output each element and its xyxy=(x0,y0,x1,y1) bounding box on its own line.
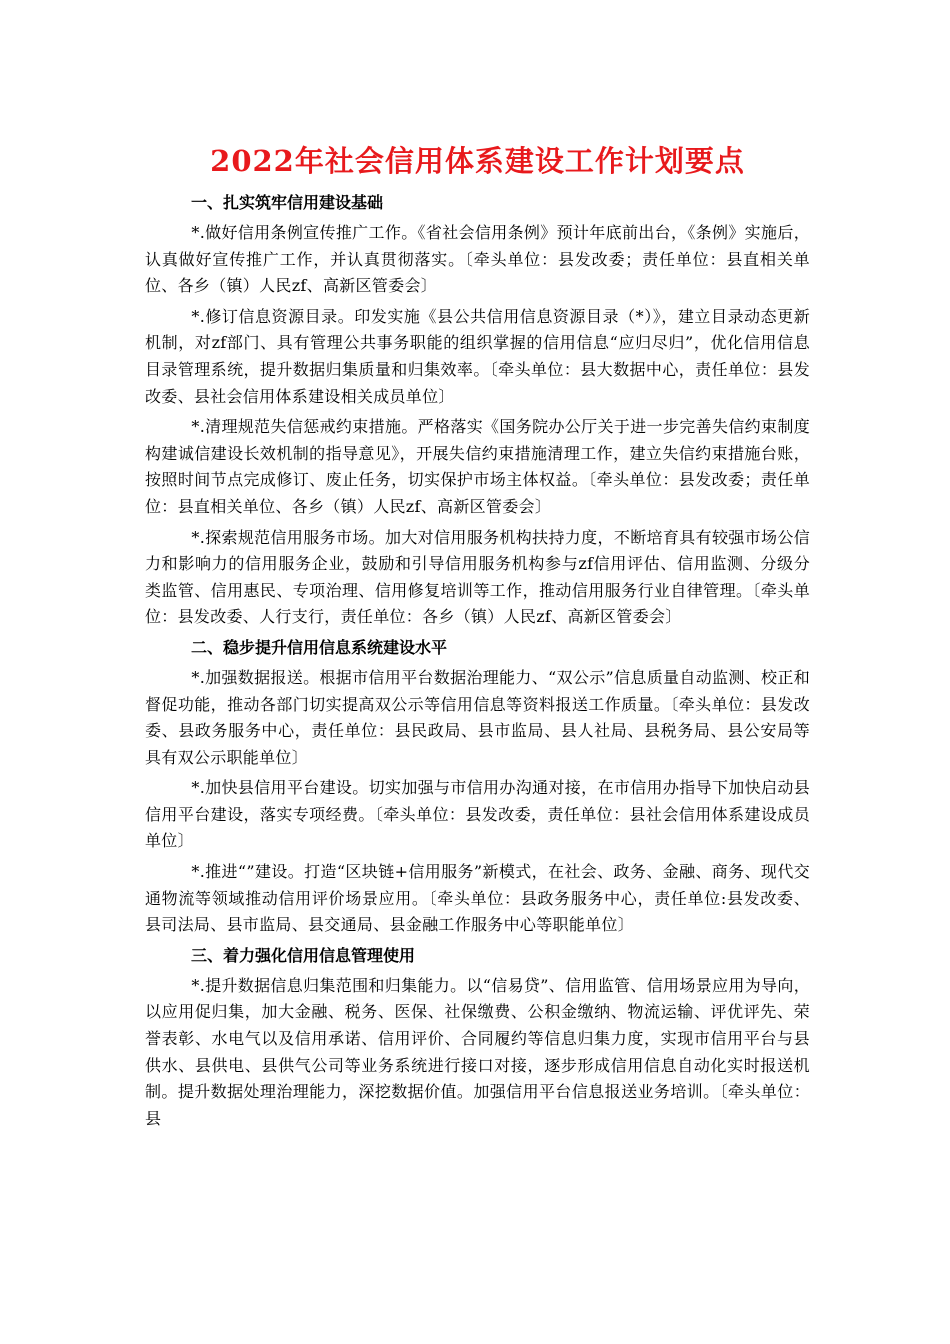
document-title: 2022年社会信用体系建设工作计划要点 xyxy=(210,144,745,178)
section-3 xyxy=(145,943,810,1133)
paragraph: *.做好信用条例宣传推广工作。《省社会信用条例》预计年底前出台，《条例》实施后，认真做好宣传推广工作，并认真贯彻落实。〔牵头单位：县发改委；责任单位：县直相关单位、各乡（镇）人民zf、高新区管委会〕 xyxy=(145,223,810,296)
section-2 xyxy=(145,635,810,939)
section-1 xyxy=(145,190,810,631)
section-heading: 一、扎实筑牢信用建设基础 xyxy=(191,193,384,212)
document-page xyxy=(145,138,810,1136)
paragraph: *.清理规范失信惩戒约束措施。严格落实《国务院办公厅关于进一步完善失信约束制度构建诚信建设长效机制的指导意见》，开展失信约束措施清理工作，建立失信约束措施台账，按照时间节点完成修订、废止任务，切实保护市场主体权益。〔牵头单位：县发改委；责任单位：县直相关单位、各乡（镇）人民zf、高新区管委会〕 xyxy=(145,417,810,516)
section-heading: 三、着力强化信用信息管理使用 xyxy=(191,945,416,965)
paragraph: *.提升数据信息归集范围和归集能力。以“信易贷”、信用监管、信用场景应用为导向，以应用促归集，加大金融、税务、医保、社保缴费、公积金缴纳、物流运输、评优评先、荣誉表彰、水电气以及信用承诺、信用评价、合同履约等信息归集力度，实现市信用平台与县供水、县供电、县供气公司等业务系统进行接口对接，逐步形成信用信息自动化实时报送机制。提升数据处理治理能力，深挖数据价值。加强信用平台信息报送业务培训。〔牵头单位：县 xyxy=(145,975,810,1128)
paragraph: *.修订信息资源目录。印发实施《县公共信用信息资源目录（*）》，建立目录动态更新机制，对zf部门、具有管理公共事务职能的组织掌握的信用信息“应归尽归”，优化信用信息目录管理系统，提升数据归集质量和归集效率。〔牵头单位：县大数据中心，责任单位：县发改委、县社会信用体系建设相关成员单位〕 xyxy=(145,306,810,406)
paragraph: *.加强数据报送。根据市信用平台数据治理能力、“双公示”信息质量自动监测、校正和督促功能，推动各部门切实提高双公示等信用信息等资料报送工作质量。〔牵头单位：县发改委、县政务服务中心，责任单位：县民政局、县市监局、县人社局、县税务局、县公安局等具有双公示职能单位〕 xyxy=(145,667,810,767)
paragraph: *.探索规范信用服务市场。加大对信用服务机构扶持力度，不断培育具有较强市场公信力和影响力的信用服务企业，鼓励和引导信用服务机构参与zf信用评估、信用监测、分级分类监管、信用惠民、专项治理、信用修复培训等工作，推动信用服务行业自律管理。〔牵头单位：县发改委、人行支行，责任单位：各乡（镇）人民zf、高新区管委会〕 xyxy=(145,527,810,627)
paragraph: *.加快县信用平台建设。切实加强与市信用办沟通对接，在市信用办指导下加快启动县信用平台建设，落实专项经费。〔牵头单位：县发改委，责任单位：县社会信用体系建设成员单位〕 xyxy=(145,778,810,851)
section-heading: 二、稳步提升信用信息系统建设水平 xyxy=(191,637,448,657)
paragraph: *.推进“”建设。打造“区块链+信用服务”新模式，在社会、政务、金融、商务、现代交通物流等领域推动信用评价场景应用。〔牵头单位：县政务服务中心，责任单位:县发改委、县司法局、县市监局、县交通局、县金融工作服务中心等职能单位〕 xyxy=(145,862,810,935)
